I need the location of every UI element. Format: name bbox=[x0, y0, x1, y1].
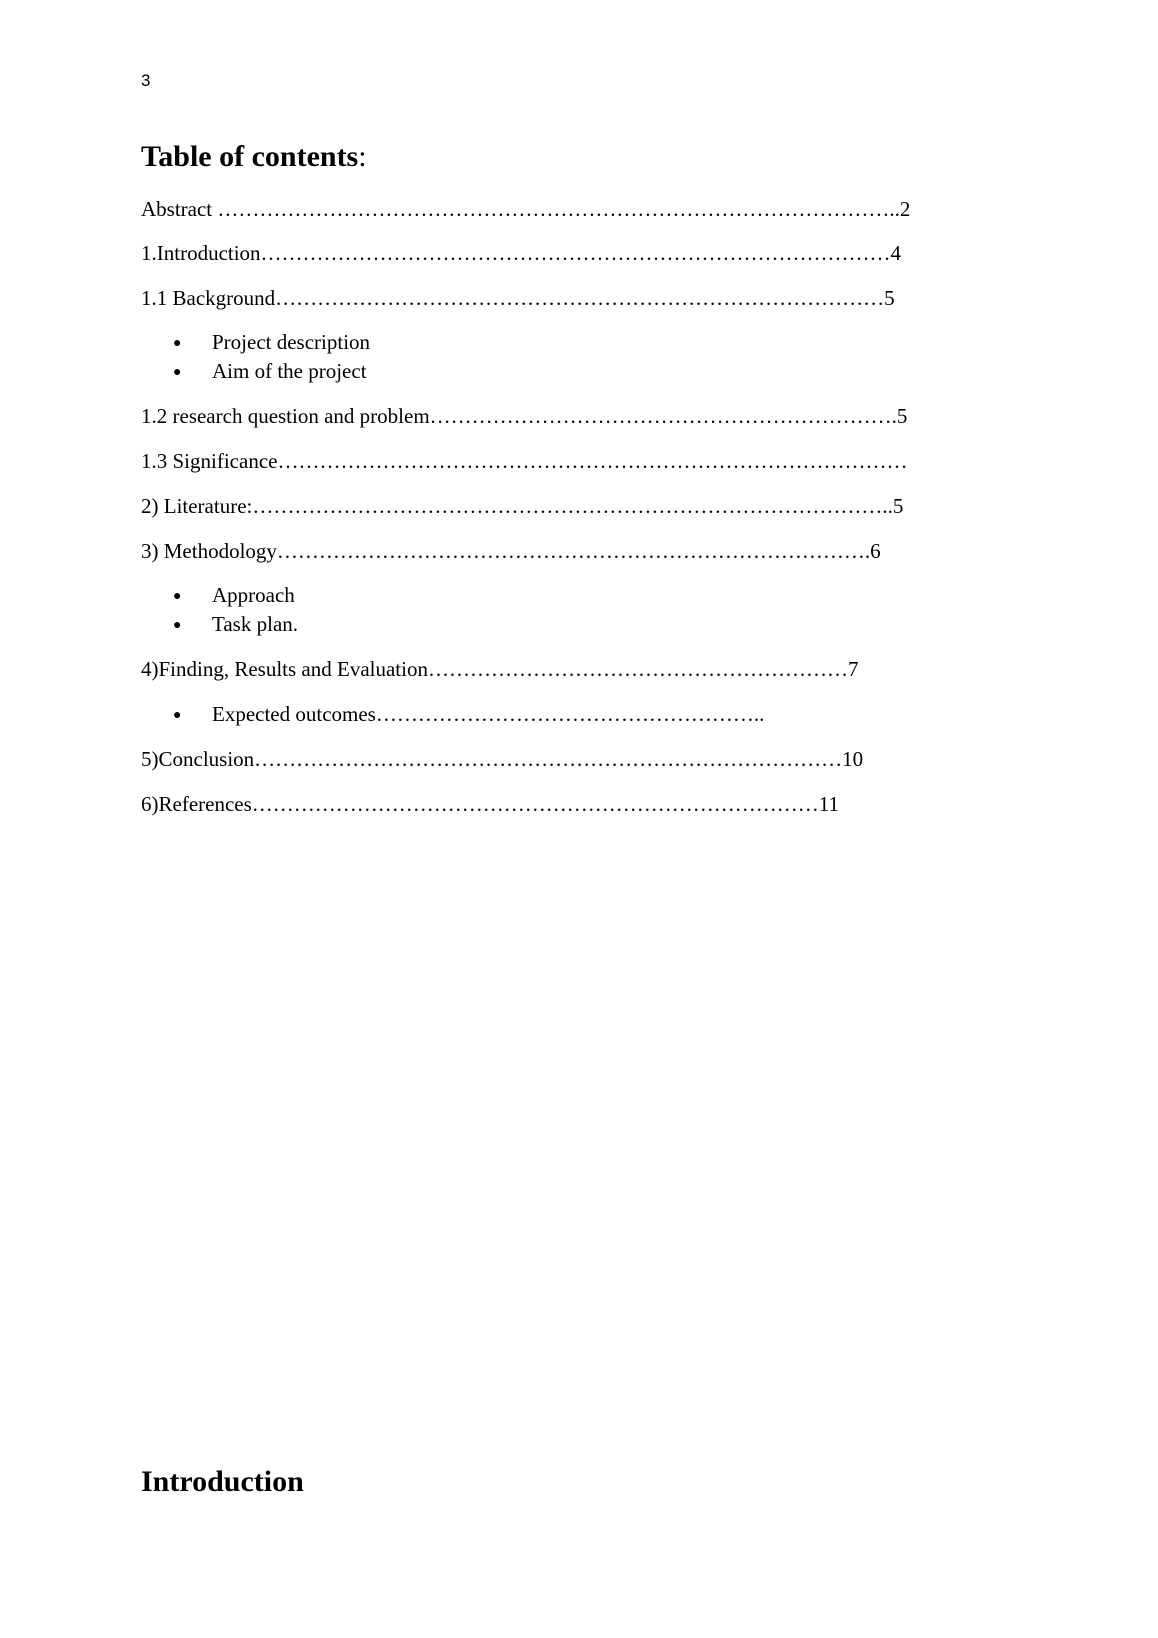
toc-entry-introduction: 1.Introduction………………………………………………………………………………4 bbox=[141, 241, 902, 265]
toc-bullet-label: Project description bbox=[212, 330, 371, 354]
toc-bullet-label: Task plan. bbox=[212, 612, 299, 636]
bullet-icon: ● bbox=[173, 708, 182, 723]
toc-title-text: Table of contents bbox=[141, 140, 359, 173]
toc-entry-significance: 1.3 Significance……………………………………………………………………………… bbox=[141, 449, 908, 473]
toc-bullet-label: Expected outcomes……………………………………………….. bbox=[212, 702, 765, 726]
bullet-icon: ● bbox=[173, 365, 182, 380]
toc-bullet-approach bbox=[173, 581, 295, 611]
bullet-icon: ● bbox=[173, 589, 182, 604]
toc-entry-literature: 2) Literature:………………………………………………………………………………..5 bbox=[141, 494, 904, 518]
toc-bullet-aim bbox=[173, 357, 367, 387]
toc-entry-methodology: 3) Methodology………………………………………………………………………….6 bbox=[141, 539, 881, 563]
toc-entry-abstract: Abstract ……………………………………………………………………………………..2 bbox=[141, 197, 911, 221]
toc-entry-research-question: 1.2 research question and problem………………………………………………………….5 bbox=[141, 404, 908, 428]
toc-bullet-expected-outcomes bbox=[173, 700, 764, 730]
toc-entry-references: 6)References………………………………………………………………………11 bbox=[141, 792, 839, 816]
toc-bullet-label: Approach bbox=[212, 583, 295, 607]
toc-title bbox=[141, 140, 367, 174]
toc-entry-findings: 4)Finding, Results and Evaluation……………………………………………………7 bbox=[141, 657, 859, 681]
bullet-icon: ● bbox=[173, 618, 182, 633]
page-number: 3 bbox=[141, 71, 151, 90]
bullet-icon: ● bbox=[173, 336, 182, 351]
toc-entry-conclusion: 5)Conclusion…………………………………………………………………………10 bbox=[141, 747, 864, 771]
toc-entry-background: 1.1 Background……………………………………………………………………………5 bbox=[141, 286, 895, 310]
toc-title-colon: : bbox=[358, 140, 367, 173]
toc-bullet-task-plan bbox=[173, 610, 298, 640]
toc-bullet-project-description bbox=[173, 328, 370, 358]
introduction-heading: Introduction bbox=[141, 1465, 304, 1498]
toc-bullet-label: Aim of the project bbox=[212, 359, 367, 383]
